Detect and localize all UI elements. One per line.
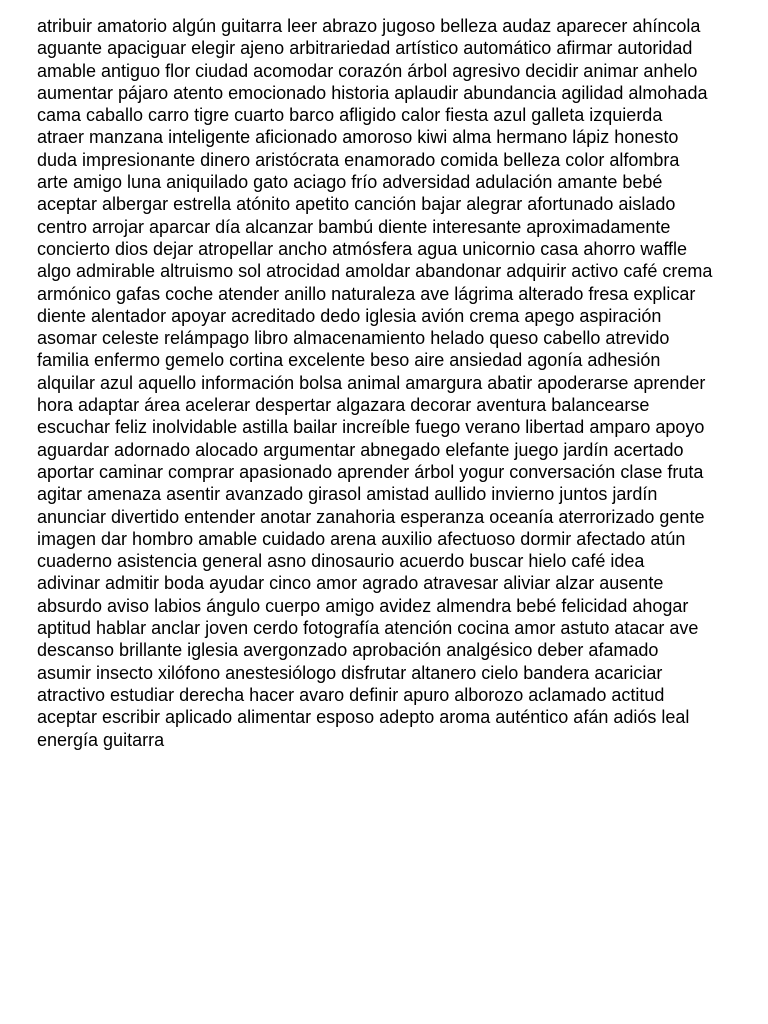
text-line: asumir insecto xilófono anestesiólogo disfrutar altanero cielo bandera acariciar [37, 662, 663, 683]
text-line: absurdo aviso labios ángulo cuerpo amigo avidez almendra bebé felicidad ahogar [37, 595, 689, 616]
text-line: anunciar divertido entender anotar zanahoria esperanza oceanía aterrorizado gente [37, 506, 705, 527]
text-line: aptitud hablar anclar joven cerdo fotografía atención cocina amor astuto atacar ave [37, 618, 699, 639]
text-line: amable antiguo flor ciudad acomodar corazón árbol agresivo decidir animar anhelo [37, 60, 698, 81]
text-line: asomar celeste relámpago libro almacenamiento helado queso cabello atrevido [37, 328, 670, 349]
text-line: aguardar adornado alocado argumentar abnegado elefante juego jardín acertado [37, 439, 684, 460]
text-line: agitar amenaza asentir avanzado girasol amistad aullido invierno juntos jardín [37, 484, 658, 505]
text-line: familia enfermo gemelo cortina excelente beso aire ansiedad agonía adhesión [37, 350, 661, 371]
text-line: cuaderno asistencia general asno dinosaurio acuerdo buscar hielo café idea [37, 551, 645, 572]
text-line: descanso brillante iglesia avergonzado aprobación analgésico deber afamado [37, 640, 659, 661]
word-text-block [37, 15, 712, 751]
text-line: duda impresionante dinero aristócrata enamorado comida belleza color alfombra [37, 149, 680, 170]
text-line: aportar caminar comprar apasionado aprender árbol yogur conversación clase fruta [37, 461, 704, 482]
text-line: alquilar azul aquello información bolsa animal amargura abatir apoderarse aprender [37, 372, 706, 393]
text-line: imagen dar hombro amable cuidado arena auxilio afectuoso dormir afectado atún [37, 528, 686, 549]
text-line: cama caballo carro tigre cuarto barco afligido calor fiesta azul galleta izquierda [37, 105, 663, 126]
text-line: aguante apaciguar elegir ajeno arbitrariedad artístico automático afirmar autoridad [37, 38, 693, 59]
text-line: centro arrojar aparcar día alcanzar bambú diente interesante aproximadamente [37, 216, 671, 237]
text-line: atraer manzana inteligente aficionado amoroso kiwi alma hermano lápiz honesto [37, 127, 679, 148]
text-line: energía guitarra [37, 729, 165, 750]
text-line: hora adaptar área acelerar despertar algazara decorar aventura balancearse [37, 395, 650, 416]
text-line: aceptar escribir aplicado alimentar esposo adepto aroma auténtico afán adiós leal [37, 707, 690, 728]
text-line: atribuir amatorio algún guitarra leer abrazo jugoso belleza audaz aparecer ahíncola [37, 16, 701, 36]
text-line: diente alentador apoyar acreditado dedo iglesia avión crema apego aspiración [37, 305, 662, 326]
text-line: concierto dios dejar atropellar ancho atmósfera agua unicornio casa ahorro waffle [37, 238, 688, 259]
text-line: armónico gafas coche atender anillo naturaleza ave lágrima alterado fresa explicar [37, 283, 696, 304]
text-line: aumentar pájaro atento emocionado historia aplaudir abundancia agilidad almohada [37, 82, 708, 103]
text-line: arte amigo luna aniquilado gato aciago frío adversidad adulación amante bebé [37, 172, 663, 193]
text-line: adivinar admitir boda ayudar cinco amor agrado atravesar aliviar alzar ausente [37, 573, 664, 594]
text-line: algo admirable altruismo sol atrocidad amoldar abandonar adquirir activo café crema [37, 261, 713, 282]
text-line: escuchar feliz inolvidable astilla bailar increíble fuego verano libertad amparo apoyo [37, 417, 705, 438]
text-line: aceptar albergar estrella atónito apetito canción bajar alegrar afortunado aislado [37, 194, 676, 215]
text-line: atractivo estudiar derecha hacer avaro definir apuro alborozo aclamado actitud [37, 684, 665, 705]
